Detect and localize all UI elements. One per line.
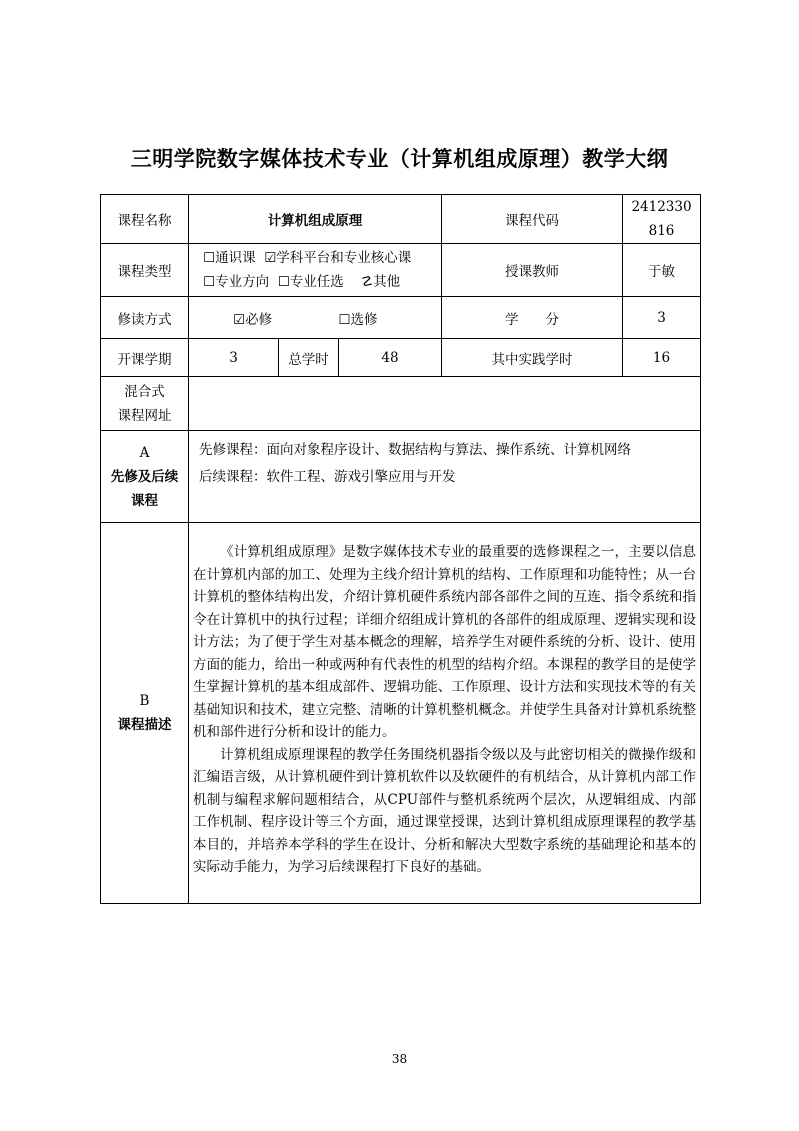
section-a-label	[101, 431, 189, 523]
row-section-a	[101, 431, 701, 523]
prereq-courses: 先修课程：面向对象程序设计、数据结构与算法、操作系统、计算机网络	[199, 442, 631, 458]
prereq-content	[189, 431, 701, 523]
course-code-line2: 816	[648, 223, 675, 239]
other-course-checkbox: ☡其他	[360, 274, 401, 290]
section-a-letter: A	[139, 444, 150, 461]
course-type-label: 课程类型	[101, 244, 189, 297]
teacher-value: 于敏	[623, 244, 701, 297]
row-course-type	[101, 244, 701, 297]
course-description	[189, 523, 701, 904]
section-b-title: 课程描述	[117, 717, 172, 733]
followup-courses: 后续课程：软件工程、游戏引擎应用与开发	[199, 469, 456, 485]
blended-label-line1: 混合式	[124, 383, 165, 400]
blended-url-value	[189, 377, 701, 431]
practice-hours-value: 16	[623, 339, 701, 377]
course-code-line1: 2412330	[631, 199, 692, 215]
total-hours-label: 总学时	[279, 339, 339, 377]
section-b-letter: B	[139, 693, 150, 709]
document-title: 三明学院数字媒体技术专业（计算机组成原理）教学大纲	[130, 147, 669, 171]
total-hours-value: 48	[339, 339, 442, 377]
row-section-b	[101, 523, 701, 904]
teacher-label: 授课教师	[442, 244, 623, 297]
course-type-options	[189, 244, 442, 297]
elective-checkbox: ☐选修	[338, 311, 378, 328]
practice-hours-label: 其中实践学时	[442, 339, 623, 377]
semester-value: 3	[189, 339, 279, 377]
row-blended-url	[101, 377, 701, 431]
course-name-label: 课程名称	[101, 195, 189, 244]
section-a-line2: 课程	[131, 492, 158, 509]
description-paragraph-1: 《计算机组成原理》是数字媒体技术专业的最重要的选修课程之一，主要以信息在计算机内部的加工、处理为主线介绍计算机的结构、工作原理和功能特性；从一台计算机的整体结构出发，介绍计算机硬件系统内部各部件之间的互连、指令系统和指令在计算机中的执行过程；详细介绍组成计算机的各部件的组成原理、逻辑实现和设计方法；为了便于学生对基本概念的理解，培养学生对硬件系统的分析、设计、使用方面的能力，给出一种或两种有代表性的机型的结构介绍。本课程的教学目的是使学生掌握计算机的基本组成部件、逻辑功能、工作原理、设计方法和实现技术等的有关基础知识和技术，建立完整、清晰的计算机整机概念。并使学生具备对计算机系统整机和部件进行分析和设计的能力。	[193, 544, 697, 740]
direction-course-checkbox: ☐专业方向	[203, 274, 270, 290]
study-mode-options	[189, 297, 442, 339]
course-code-label: 课程代码	[442, 195, 623, 244]
section-a-line1: 先修及后续	[110, 468, 179, 485]
general-course-checkbox: ☐通识课	[203, 250, 256, 266]
section-b-label	[101, 523, 189, 904]
row-study-mode	[101, 297, 701, 339]
required-checkbox: ☑必修	[233, 311, 273, 328]
description-paragraph-2: 计算机组成原理课程的教学任务围绕机器指令级以及与此密切相关的微操作级和汇编语言级，从计算机硬件到计算机软件以及软硬件的有机结合，从计算机内部工作机制与编程求解问题相结合，从CPU部件与整机系统两个层次，从逻辑组成、内部工作机制、程序设计等三个方面，通过课堂授课，达到计算机组成原理课程的教学基本目的，并培养本学科的学生在设计、分析和解决大型数字系统的基础理论和基本的实际动手能力，为学习后续课程打下良好的基础。	[193, 746, 697, 875]
syllabus-table	[100, 194, 701, 904]
credit-label: 学 分	[442, 297, 623, 339]
row-semester	[101, 339, 701, 377]
study-mode-label: 修读方式	[101, 297, 189, 339]
credit-value: 3	[623, 297, 701, 339]
row-course-name	[101, 195, 701, 244]
semester-label: 开课学期	[101, 339, 189, 377]
blended-label-line2: 课程网址	[117, 407, 172, 424]
blended-url-label	[101, 377, 189, 431]
course-code-value	[623, 195, 701, 244]
core-course-checkbox: ☑学科平台和专业核心课	[264, 250, 412, 266]
optional-course-checkbox: ☐专业任选	[277, 274, 344, 290]
page-number: 38	[391, 1052, 408, 1066]
course-name-value: 计算机组成原理	[189, 195, 442, 244]
